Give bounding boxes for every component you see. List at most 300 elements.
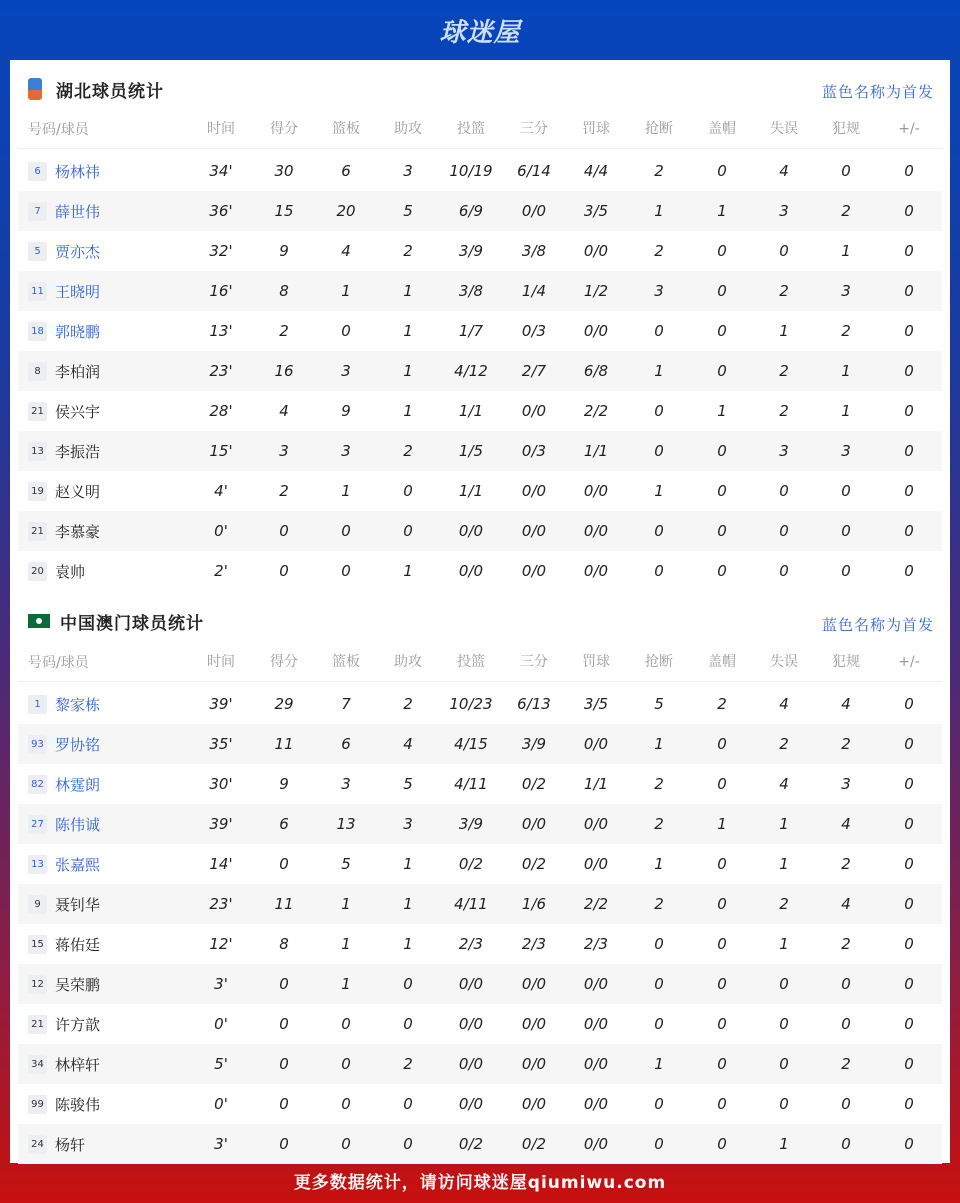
player-cell [28, 311, 100, 351]
table-row[interactable] [18, 391, 942, 431]
player-name[interactable]: 李柏润 [55, 362, 101, 381]
table-row[interactable] [18, 551, 942, 591]
player-name[interactable]: 杨轩 [55, 1135, 86, 1154]
stat-cell: 0/0 [583, 1095, 609, 1113]
stat-cell: 1 [841, 362, 851, 380]
stat-cell: 0/2 [458, 855, 484, 873]
stat-cell: 2 [841, 202, 851, 220]
stat-cell: 0 [279, 855, 289, 873]
stat-cell: 16' [209, 282, 233, 300]
stat-cell: 0 [904, 362, 914, 380]
stat-cell: 0/0 [583, 322, 609, 340]
player-name[interactable]: 张嘉熙 [55, 855, 101, 874]
stat-cell: 2 [654, 895, 664, 913]
stat-cell: 0 [654, 1095, 664, 1113]
player-name[interactable]: 郭晓鹏 [55, 322, 101, 341]
stat-cell: 4 [841, 895, 851, 913]
stat-cell: 3 [403, 815, 413, 833]
jersey-number: 20 [28, 562, 47, 581]
stats-card [10, 60, 950, 1163]
stat-cell: 1 [841, 402, 851, 420]
table-row[interactable] [18, 804, 942, 844]
stat-cell: 4 [779, 695, 789, 713]
jersey-number: 15 [28, 935, 47, 954]
stat-cell: 1 [779, 1135, 789, 1153]
stat-cell: 6/14 [517, 162, 551, 180]
jersey-number: 13 [28, 442, 47, 461]
player-cell [28, 551, 85, 591]
stat-cell: 0 [904, 482, 914, 500]
stat-cell: 0/0 [583, 815, 609, 833]
player-cell [28, 431, 100, 471]
stat-cell: 0 [904, 1055, 914, 1073]
stat-cell: 1/1 [583, 442, 609, 460]
column-header: 得分 [270, 654, 298, 670]
stat-cell: 0' [214, 522, 228, 540]
stat-cell: 0 [717, 1015, 727, 1033]
stat-cell: 1/1 [583, 775, 609, 793]
stat-cell: 1/1 [458, 402, 484, 420]
column-header: 投篮 [457, 121, 485, 137]
stat-cell: 3/9 [458, 815, 484, 833]
stat-cell: 0 [654, 442, 664, 460]
stat-cell: 1 [779, 815, 789, 833]
stat-cell: 2 [779, 282, 789, 300]
player-name[interactable]: 吴荣鹏 [55, 975, 101, 994]
stat-cell: 0/0 [458, 562, 484, 580]
stat-cell: 0 [654, 322, 664, 340]
column-header: 罚球 [582, 121, 610, 137]
player-name[interactable]: 陈骏伟 [55, 1095, 101, 1114]
jersey-number: 8 [28, 362, 47, 381]
stat-cell: 0 [841, 162, 851, 180]
stat-cell: 6 [341, 162, 351, 180]
stat-cell: 1 [654, 855, 664, 873]
stat-cell: 0/0 [521, 1055, 547, 1073]
jersey-number: 7 [28, 202, 47, 221]
jersey-number: 99 [28, 1095, 47, 1114]
player-cell [28, 1124, 85, 1164]
stat-cell: 4 [841, 815, 851, 833]
stat-cell: 2 [779, 895, 789, 913]
stat-cell: 3' [214, 975, 228, 993]
stat-cell: 2 [779, 402, 789, 420]
table-row[interactable] [18, 1084, 942, 1124]
stat-cell: 3 [341, 362, 351, 380]
stat-cell: 0/0 [521, 522, 547, 540]
stat-cell: 1 [717, 402, 727, 420]
stat-cell: 0 [904, 935, 914, 953]
stat-cell: 12' [209, 935, 233, 953]
stat-cell: 0 [779, 1055, 789, 1073]
stat-cell: 0/0 [458, 1095, 484, 1113]
player-name[interactable]: 黎家栋 [55, 695, 101, 714]
stat-cell: 0 [341, 1135, 351, 1153]
table-row[interactable] [18, 924, 942, 964]
stat-cell: 0 [841, 1135, 851, 1153]
stat-cell: 8 [279, 282, 289, 300]
player-name[interactable]: 侯兴宇 [55, 402, 101, 421]
stat-cell: 0 [904, 895, 914, 913]
stat-cell: 1/5 [458, 442, 484, 460]
stat-cell: 7 [341, 695, 351, 713]
stat-cell: 0/0 [583, 1055, 609, 1073]
column-header: 时间 [207, 121, 235, 137]
stat-cell: 2/3 [583, 935, 609, 953]
player-cell [28, 1044, 100, 1084]
stat-cell: 0/2 [521, 1135, 547, 1153]
stat-cell: 0 [904, 735, 914, 753]
table-row[interactable] [18, 764, 942, 804]
stat-cell: 0 [841, 522, 851, 540]
table-row[interactable] [18, 964, 942, 1004]
stat-cell: 3/5 [583, 695, 609, 713]
column-header: 得分 [270, 121, 298, 137]
stat-cell: 4/4 [583, 162, 609, 180]
stat-cell: 2 [654, 775, 664, 793]
player-name[interactable]: 贾亦杰 [55, 242, 101, 261]
stat-cell: 2 [654, 162, 664, 180]
stat-cell: 2 [841, 735, 851, 753]
stat-cell: 1 [779, 322, 789, 340]
stat-cell: 0 [279, 975, 289, 993]
column-header: 抢断 [645, 654, 673, 670]
stat-cell: 3 [841, 282, 851, 300]
player-cell [28, 1084, 100, 1124]
player-cell [28, 964, 100, 1004]
stat-cell: 0 [717, 562, 727, 580]
stat-cell: 2 [654, 242, 664, 260]
stat-cell: 1 [779, 855, 789, 873]
jersey-number: 6 [28, 162, 47, 181]
stat-cell: 0/0 [458, 1055, 484, 1073]
section-title-macau [28, 606, 204, 636]
stat-cell: 15 [274, 202, 294, 220]
stat-cell: 5' [214, 1055, 228, 1073]
stat-cell: 1 [654, 1055, 664, 1073]
stat-cell: 0 [279, 522, 289, 540]
stat-cell: 4 [341, 242, 351, 260]
player-name[interactable]: 袁帅 [55, 562, 86, 581]
stat-cell: 0 [904, 562, 914, 580]
player-cell [28, 724, 100, 764]
table-row[interactable] [18, 844, 942, 884]
stat-cell: 1 [654, 362, 664, 380]
stat-cell: 0 [717, 442, 727, 460]
stat-cell: 29 [274, 695, 294, 713]
stat-cell: 0/0 [521, 562, 547, 580]
stat-cell: 0/0 [583, 735, 609, 753]
table-row[interactable] [18, 884, 942, 924]
stat-cell: 0 [904, 775, 914, 793]
jersey-number: 82 [28, 775, 47, 794]
stat-cell: 0 [717, 855, 727, 873]
stat-cell: 0/0 [583, 522, 609, 540]
stat-cell: 0 [779, 562, 789, 580]
stat-cell: 23' [209, 895, 233, 913]
stat-cell: 2 [654, 815, 664, 833]
brand-logo: 球迷屋 [439, 18, 521, 48]
stat-cell: 3 [654, 282, 664, 300]
stat-cell: 3 [779, 442, 789, 460]
jersey-number: 9 [28, 895, 47, 914]
stat-cell: 13 [336, 815, 356, 833]
column-header: +/- [898, 121, 920, 137]
stat-cell: 0 [904, 162, 914, 180]
table-row[interactable] [18, 1004, 942, 1044]
stat-cell: 0 [403, 975, 413, 993]
player-name[interactable]: 薛世伟 [55, 202, 101, 221]
table-row[interactable] [18, 431, 942, 471]
stat-cell: 10/19 [449, 162, 493, 180]
column-header: 助攻 [394, 121, 422, 137]
stat-cell: 0 [717, 775, 727, 793]
jersey-number: 24 [28, 1135, 47, 1154]
column-header: 罚球 [582, 654, 610, 670]
stat-cell: 0 [717, 1055, 727, 1073]
stat-cell: 0 [841, 1015, 851, 1033]
stat-cell: 5 [403, 775, 413, 793]
stat-cell: 30 [274, 162, 294, 180]
table-row[interactable] [18, 351, 942, 391]
stat-cell: 0 [341, 522, 351, 540]
stat-cell: 4 [841, 695, 851, 713]
column-header: 失误 [770, 121, 798, 137]
stat-cell: 0 [403, 482, 413, 500]
stat-cell: 0 [279, 1135, 289, 1153]
stat-cell: 0 [904, 1095, 914, 1113]
table-row[interactable] [18, 231, 942, 271]
stat-cell: 8 [279, 935, 289, 953]
stat-cell: 0/0 [521, 975, 547, 993]
stat-cell: 11 [274, 735, 294, 753]
stat-cell: 3 [279, 442, 289, 460]
stat-cell: 3/9 [458, 242, 484, 260]
jersey-number: 1 [28, 695, 47, 714]
table-row[interactable] [18, 271, 942, 311]
table-row[interactable] [18, 191, 942, 231]
stat-cell: 0 [279, 1055, 289, 1073]
stat-cell: 5 [654, 695, 664, 713]
stat-cell: 0/2 [521, 775, 547, 793]
player-name[interactable]: 李振浩 [55, 442, 101, 461]
stat-cell: 0 [717, 522, 727, 540]
stat-cell: 10/23 [449, 695, 493, 713]
stat-cell: 1 [403, 402, 413, 420]
player-cell [28, 511, 100, 551]
stat-cell: 0 [904, 522, 914, 540]
stat-cell: 0 [779, 1095, 789, 1113]
macau-flag-icon [28, 614, 50, 628]
starter-note: 蓝色名称为首发 [821, 616, 934, 634]
stat-cell: 3 [341, 775, 351, 793]
stat-cell: 0/3 [521, 322, 547, 340]
stat-cell: 15' [209, 442, 233, 460]
stat-cell: 0/0 [458, 1015, 484, 1033]
stat-cell: 0/0 [583, 1135, 609, 1153]
column-header: 犯规 [832, 654, 860, 670]
stat-cell: 11 [274, 895, 294, 913]
stat-cell: 2 [779, 735, 789, 753]
stat-cell: 13' [209, 322, 233, 340]
jersey-number: 12 [28, 975, 47, 994]
stat-cell: 0/2 [521, 855, 547, 873]
stat-cell: 1/7 [458, 322, 484, 340]
table-header [18, 109, 942, 149]
stat-cell: 1 [341, 895, 351, 913]
player-name[interactable]: 赵义明 [55, 482, 101, 501]
player-cell [28, 231, 100, 271]
stat-cell: 0 [841, 482, 851, 500]
stat-cell: 0' [214, 1095, 228, 1113]
player-name[interactable]: 许方歆 [55, 1015, 101, 1034]
stat-cell: 1 [779, 935, 789, 953]
stat-cell: 3 [841, 442, 851, 460]
stat-cell: 0 [779, 522, 789, 540]
stat-cell: 2 [403, 695, 413, 713]
stat-cell: 0 [779, 975, 789, 993]
stat-cell: 2/3 [458, 935, 484, 953]
team-logo-icon [28, 78, 42, 100]
stat-cell: 20 [336, 202, 356, 220]
player-name[interactable]: 杨林祎 [55, 162, 101, 181]
stat-cell: 0 [717, 735, 727, 753]
stat-cell: 9 [279, 242, 289, 260]
stat-cell: 2 [841, 935, 851, 953]
column-header: +/- [898, 654, 920, 670]
stat-cell: 0/0 [583, 562, 609, 580]
player-cell [28, 924, 100, 964]
player-name[interactable]: 陈伟诚 [55, 815, 101, 834]
stat-cell: 0 [341, 1015, 351, 1033]
stat-cell: 2 [841, 322, 851, 340]
stat-cell: 3' [214, 1135, 228, 1153]
stat-cell: 1 [341, 282, 351, 300]
stat-cell: 3/8 [521, 242, 547, 260]
player-name[interactable]: 罗协铭 [55, 735, 101, 754]
stat-cell: 3/9 [521, 735, 547, 753]
jersey-number: 19 [28, 482, 47, 501]
stat-cell: 0 [717, 935, 727, 953]
stat-cell: 0 [717, 895, 727, 913]
stat-cell: 0 [779, 242, 789, 260]
table-row[interactable] [18, 311, 942, 351]
jersey-number: 18 [28, 322, 47, 341]
player-name[interactable]: 林梓轩 [55, 1055, 101, 1074]
table-row[interactable] [18, 684, 942, 724]
stat-cell: 0 [904, 815, 914, 833]
stat-cell: 2/2 [583, 895, 609, 913]
stat-cell: 0 [279, 562, 289, 580]
stat-cell: 0 [717, 362, 727, 380]
player-name[interactable]: 聂钊华 [55, 895, 101, 914]
footer-text: 更多数据统计，请访问球迷屋qiumiwu.com [293, 1173, 667, 1193]
stat-cell: 14' [209, 855, 233, 873]
stat-cell: 2/3 [521, 935, 547, 953]
player-cell [28, 271, 100, 311]
table-row[interactable] [18, 1124, 942, 1164]
player-name[interactable]: 王晓明 [55, 282, 101, 301]
jersey-number: 21 [28, 522, 47, 541]
stat-cell: 2 [841, 855, 851, 873]
stat-cell: 9 [341, 402, 351, 420]
stat-cell: 0/0 [458, 522, 484, 540]
stat-cell: 3 [403, 162, 413, 180]
stat-cell: 0 [904, 1135, 914, 1153]
starter-note: 蓝色名称为首发 [821, 83, 934, 101]
stat-cell: 0' [214, 1015, 228, 1033]
player-name[interactable]: 蒋佑廷 [55, 935, 101, 954]
stat-cell: 1/4 [521, 282, 547, 300]
stat-cell: 0/0 [583, 242, 609, 260]
player-cell [28, 351, 100, 391]
stat-cell: 1/6 [521, 895, 547, 913]
stat-cell: 0 [279, 1095, 289, 1113]
stat-cell: 6/9 [458, 202, 484, 220]
table-row[interactable] [18, 724, 942, 764]
stat-cell: 0/0 [521, 1095, 547, 1113]
player-cell [28, 191, 100, 231]
stat-cell: 0 [904, 402, 914, 420]
stat-cell: 0 [779, 1015, 789, 1033]
stat-cell: 6 [341, 735, 351, 753]
stat-cell: 0 [904, 1015, 914, 1033]
stat-cell: 0 [717, 322, 727, 340]
player-cell [28, 1004, 100, 1044]
stat-cell: 0 [654, 975, 664, 993]
stat-cell: 0/0 [583, 1015, 609, 1033]
stat-cell: 0/0 [583, 855, 609, 873]
table-row[interactable] [18, 471, 942, 511]
jersey-number: 21 [28, 1015, 47, 1034]
column-header: 失误 [770, 654, 798, 670]
table-row[interactable] [18, 1044, 942, 1084]
table-row[interactable] [18, 151, 942, 191]
stat-cell: 0 [654, 1015, 664, 1033]
stat-cell: 0 [717, 482, 727, 500]
stat-cell: 0 [341, 1055, 351, 1073]
stat-cell: 0 [904, 975, 914, 993]
stat-cell: 0 [904, 282, 914, 300]
stat-cell: 2/2 [583, 402, 609, 420]
stat-cell: 0 [654, 402, 664, 420]
stat-cell: 0 [717, 162, 727, 180]
table-row[interactable] [18, 511, 942, 551]
stat-cell: 0/2 [458, 1135, 484, 1153]
column-header: 抢断 [645, 121, 673, 137]
stat-cell: 2 [279, 482, 289, 500]
stat-cell: 1/2 [583, 282, 609, 300]
stat-cell: 0 [779, 482, 789, 500]
player-name[interactable]: 李慕豪 [55, 522, 101, 541]
stat-cell: 0 [904, 322, 914, 340]
player-name[interactable]: 林霆朗 [55, 775, 101, 794]
stat-cell: 39' [209, 695, 233, 713]
stat-cell: 2/7 [521, 362, 547, 380]
column-header: 号码/球员 [28, 655, 89, 671]
stat-cell: 0 [904, 202, 914, 220]
stat-cell: 5 [341, 855, 351, 873]
section-title-text: 中国澳门球员统计 [60, 613, 204, 634]
stat-cell: 0/0 [521, 202, 547, 220]
jersey-number: 13 [28, 855, 47, 874]
jersey-number: 27 [28, 815, 47, 834]
stat-cell: 2 [717, 695, 727, 713]
stat-cell: 0 [841, 562, 851, 580]
jersey-number: 11 [28, 282, 47, 301]
column-header: 时间 [207, 654, 235, 670]
stat-cell: 34' [209, 162, 233, 180]
